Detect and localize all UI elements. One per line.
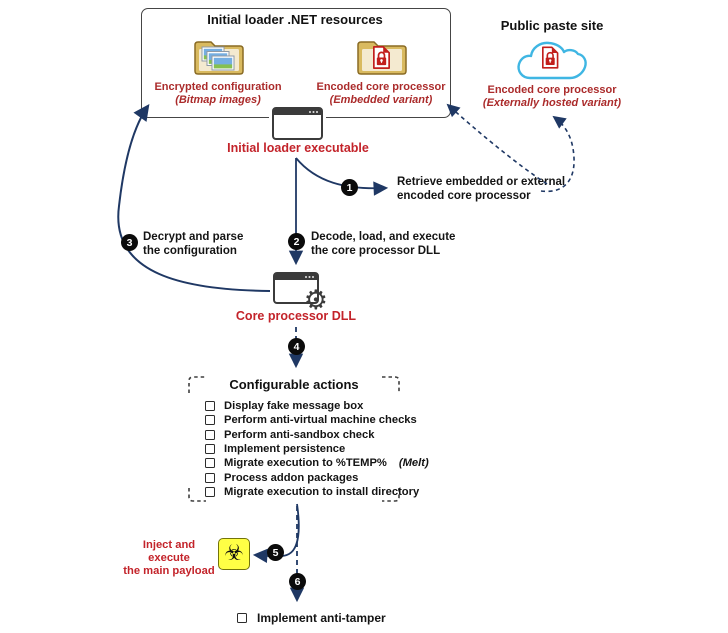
anti-tamper-row — [237, 611, 386, 625]
window-dots-icon — [316, 111, 318, 113]
checkbox-icon — [205, 430, 215, 440]
embedded-processor-label: Encoded core processor (Embedded variant) — [316, 81, 446, 106]
window-icon-core-dll — [273, 272, 328, 316]
paste-site-title: Public paste site — [500, 18, 604, 33]
core-dll-label: Core processor DLL — [235, 309, 357, 323]
gear-icon: ⚙ — [303, 285, 328, 316]
action-item: Migrate execution to install directory — [205, 485, 405, 499]
arrow-step3 — [118, 106, 270, 291]
step-6-badge: 6 — [289, 573, 306, 590]
initial-loader-label: Initial loader executable — [227, 141, 369, 155]
checkbox-icon — [205, 444, 215, 454]
folder-locked-document-icon — [356, 33, 408, 78]
checkbox-icon — [205, 401, 215, 411]
action-item: Implement persistence — [205, 442, 405, 456]
checkbox-icon — [205, 458, 215, 468]
config-actions-title: Configurable actions — [229, 377, 359, 392]
checkbox-icon — [205, 473, 215, 483]
biohazard-icon: ☣ — [218, 538, 250, 570]
window-icon-loader — [272, 107, 323, 140]
checkbox-icon — [237, 613, 247, 623]
window-dots-icon — [312, 276, 314, 278]
step-5-badge: 5 — [267, 544, 284, 561]
loader-resources-title: Initial loader .NET resources — [207, 12, 383, 27]
checkbox-icon — [205, 415, 215, 425]
folder-bitmap-images-icon — [193, 33, 245, 78]
inject-payload-label: Inject and execute the main payload — [123, 539, 215, 577]
cloud-icon — [514, 36, 590, 84]
step-2-badge: 2 — [288, 233, 305, 250]
action-item: Migrate execution to %TEMP% (Melt) — [205, 456, 405, 470]
window-titlebar — [274, 109, 321, 115]
encrypted-config-label: Encrypted configuration (Bitmap images) — [154, 81, 282, 106]
action-item: Process addon packages — [205, 470, 405, 484]
action-item: Perform anti-sandbox check — [205, 428, 405, 442]
step-4-badge: 4 — [288, 338, 305, 355]
step-3-badge: 3 — [121, 234, 138, 251]
window-titlebar — [275, 274, 317, 280]
checkbox-icon — [205, 487, 215, 497]
external-processor-label: Encoded core processor (Externally hosted variant) — [482, 84, 622, 109]
anti-tamper-label: Implement anti-tamper — [257, 611, 386, 625]
config-actions-list — [205, 399, 429, 499]
step3-text: Decrypt and parse the configuration — [143, 231, 244, 257]
action-item: Perform anti-virtual machine checks — [205, 413, 405, 427]
step-1-badge: 1 — [341, 179, 358, 196]
action-item: Display fake message box — [205, 399, 405, 413]
step1-text: Retrieve embedded or external encoded core processor — [397, 176, 566, 202]
step2-text: Decode, load, and execute the core processor DLL — [311, 231, 456, 257]
arrow-to-embedded-variant-dashed — [448, 105, 547, 184]
